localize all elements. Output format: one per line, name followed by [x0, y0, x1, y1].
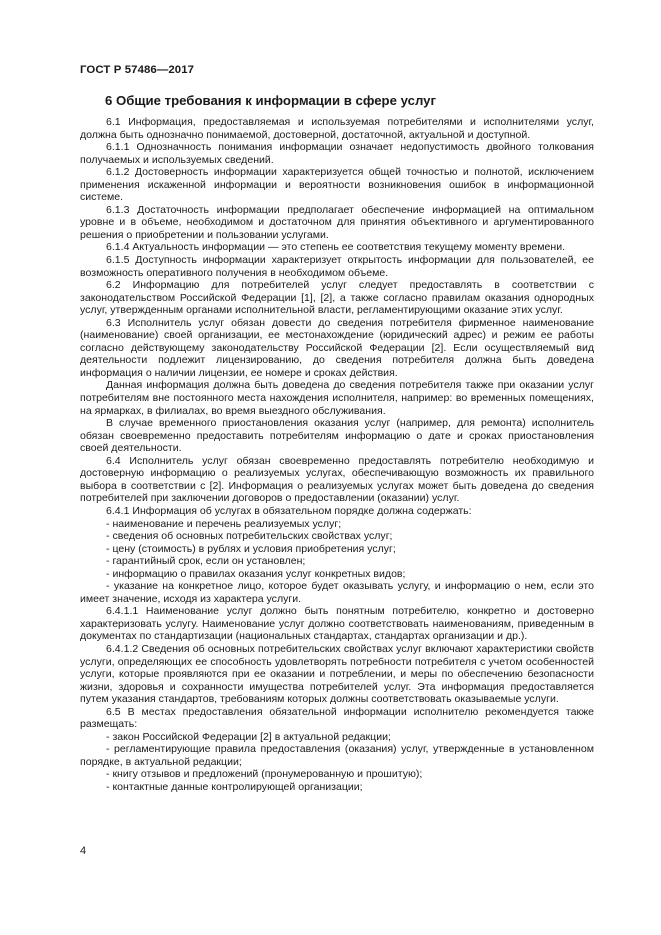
list-item: - контактные данные контролирующей организации; [106, 780, 363, 793]
paragraph-6-4-1: 6.4.1 Информация об услугах в обязательном порядке должна содержать: [106, 504, 472, 517]
paragraph-6-1-2: 6.1.2 Достоверность информации характеризуется общей точностью и полнотой, исключением применения искаженной информации и вероятности возникновения ошибок в информационной системе. [80, 166, 594, 204]
paragraph-6-2: 6.2 Информацию для потребителей услуг следует предоставлять в соответствии с законодательством Российской Федерации [1], [2], а также согласно правилам оказания однородных услуг, утвержденным органами исполнительной власти, регламентирующими оказание этих услуг. [80, 279, 594, 317]
list-item: - гарантийный срок, если он установлен; [106, 555, 306, 568]
paragraph-6-5: 6.5 В местах предоставления обязательной информации исполнителю рекомендуется также размещать: [80, 705, 594, 731]
paragraph-6-1-1: 6.1.1 Однозначность понимания информации означает недопустимость двойного толкования получаемых и используемых сведений. [80, 141, 594, 166]
list-item: - наименование и перечень реализуемых услуг; [106, 517, 342, 530]
section-heading: 6 Общие требования к информации в сфере услуг [105, 93, 436, 108]
list-item: - регламентирующие правила предоставления (оказания) услуг, утвержденные в установленном порядке, в актуальной редакции; [80, 743, 594, 768]
document-body [80, 116, 594, 794]
standard-code-header: ГОСТ Р 57486—2017 [80, 64, 195, 76]
paragraph-6-4-1-1: 6.4.1.1 Наименование услуг должно быть понятным потребителю, конкретно и достоверно характеризовать услугу. Наименование услуг должно соответствовать наименованиям, приведенным в документах по стандартизации (национальных стандартах, стандартах организации и др.). [80, 605, 594, 643]
page-number: 4 [80, 845, 87, 857]
list-item: - сведения об основных потребительских свойствах услуг; [106, 530, 393, 543]
list-item: - указание на конкретное лицо, которое будет оказывать услугу, и информацию о нем, если это имеет значение, исходя из характера услуги. [80, 580, 594, 605]
paragraph-6-1-4: 6.1.4 Актуальность информации — это степень ее соответствия текущему моменту времени. [106, 241, 566, 254]
list-item: - книгу отзывов и предложений (пронумерованную и прошитую); [106, 768, 423, 781]
paragraph-6-1-5: 6.1.5 Доступность информации характеризует открытость информации для пользователей, ее возможность оперативного получения в необходимом объеме. [80, 254, 594, 279]
paragraph-6-3-continued: Данная информация должна быть доведена до сведения потребителя также при оказании услуг потребителям вне постоянного места нахождения исполнителя, например: во временных помещениях, на ярмарках, в филиалах, во время выездного обслуживания. [80, 379, 594, 417]
paragraph-6-4-1-2: 6.4.1.2 Сведения об основных потребительских свойствах услуг включают характеристики свойств услуги, определяющих ее способность удовлетворять потребности потребителя с учетом особенностей услуги, которые проявляются при ее оказании и потреблении, и меры по обеспечению безопасности жизни, здоровья и сохранности имущества потребителей услуг. Эта информация предоставляется путем указания стандартов, требованиям которых должны соответствовать оказываемые услуги. [80, 642, 594, 706]
paragraph-6-3-suspension: В случае временного приостановления оказания услуг (например, для ремонта) исполнитель обязан своевременно предоставить потребителям информацию о дате и сроках приостановления своей деятельности. [80, 417, 594, 455]
paragraph-6-3: 6.3 Исполнитель услуг обязан довести до сведения потребителя фирменное наименование (наименование) своей организации, ее местонахождение (юридический адрес) и режим ее работы согласно действующему законодательству Российской Федерации [2]. Если осуществляемый вид деятельности подлежит лицензированию, до сведения потребителя должна быть доведена информация о наличии лицензии, ее номере и сроках действия. [80, 316, 594, 379]
paragraph-6-4: 6.4 Исполнитель услуг обязан своевременно предоставлять потребителю необходимую и достоверную информацию о реализуемых услугах, обеспечивающую возможность их правильного выбора в соответствии с [2]. Информация о реализуемых услугах может быть доведена до сведения потребителей при заключении договоров о предоставлении (оказании) услуг. [80, 454, 594, 505]
paragraph-6-1: 6.1 Информация, предоставляемая и используемая потребителями и исполнителями услуг, должна быть однозначно понимаемой, достоверной, достаточной, актуальной и доступной. [80, 116, 594, 141]
list-item: - цену (стоимость) в рублях и условия приобретения услуг; [106, 542, 396, 555]
list-item: - закон Российской Федерации [2] в актуальной редакции; [106, 730, 391, 743]
paragraph-6-1-3: 6.1.3 Достаточность информации предполагает обеспечение информацией на оптимальном уровне и в объеме, необходимом и достаточном для принятия объективного и аргументированного решения о приобретении и пользовании услугами. [80, 203, 594, 241]
list-item: - информацию о правилах оказания услуг конкретных видов; [106, 567, 406, 580]
